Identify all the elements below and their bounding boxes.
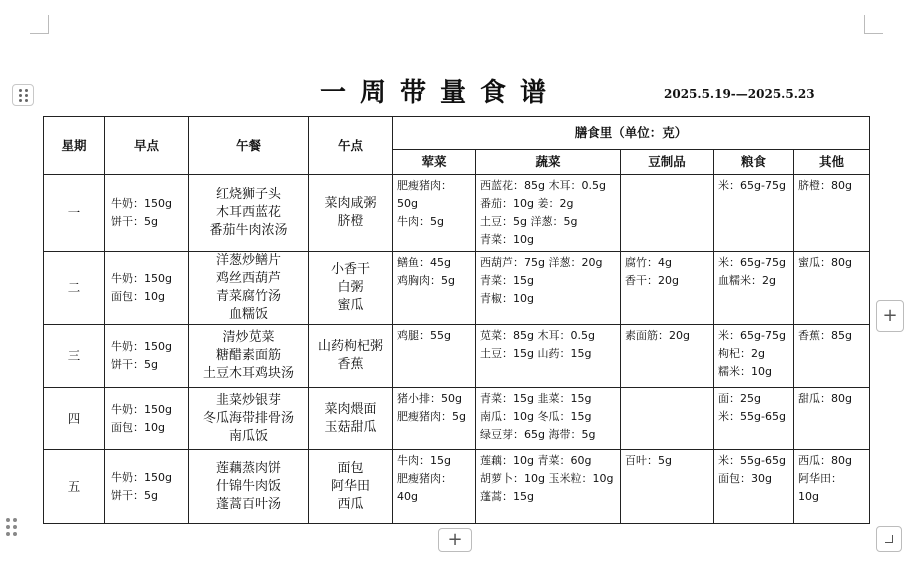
page-corner-mark-top-right xyxy=(864,15,883,34)
cell-line: 莲藕：10g 青菜：60g xyxy=(480,454,592,467)
weekday-cell[interactable]: 二 xyxy=(44,252,105,325)
cell-line: 面包：10g xyxy=(111,290,165,303)
cell-line: 菜肉煨面 xyxy=(324,401,377,417)
weekday-cell[interactable]: 五 xyxy=(44,450,105,524)
header-vegetables: 蔬菜 xyxy=(476,150,621,175)
cell-line: 香干：20g xyxy=(625,274,679,287)
meat-cell[interactable] xyxy=(393,252,476,325)
drag-handle-icon[interactable] xyxy=(6,518,17,536)
cell-line: 莲藕蒸肉饼 xyxy=(215,460,281,476)
cell-line: 玉菇甜瓜 xyxy=(324,419,377,435)
cell-line: 面包 xyxy=(337,460,364,476)
lunch-cell[interactable] xyxy=(189,388,309,450)
cell-line: 白粥 xyxy=(337,280,364,295)
cell-line: 青菜：15g 韭菜：15g xyxy=(480,392,592,405)
cell-line: 西瓜：80g xyxy=(798,454,852,467)
header-other: 其他 xyxy=(794,150,870,175)
other-cell[interactable] xyxy=(794,325,870,388)
menu-table-body xyxy=(44,175,870,524)
table-row xyxy=(44,175,870,252)
page-corner-mark-top-left xyxy=(30,15,49,34)
cell-line: 蓬蒿百叶汤 xyxy=(215,496,281,512)
lunch-cell[interactable] xyxy=(189,252,309,325)
cell-line: 肥瘦猪肉：5g xyxy=(397,410,466,423)
cell-line: 米：65g-75g xyxy=(718,329,786,342)
soy-cell[interactable] xyxy=(621,388,714,450)
soy-cell[interactable] xyxy=(621,252,714,325)
snack-cell[interactable] xyxy=(309,450,393,524)
cell-line: 牛奶：150g xyxy=(111,402,172,416)
cell-line: 阿华田 xyxy=(330,478,370,494)
cell-line: 米：65g-75g xyxy=(718,179,786,192)
table-row xyxy=(44,252,870,325)
cell-line: 米：55g-65g xyxy=(718,454,786,467)
cell-line: 阿华田： xyxy=(798,472,842,485)
cell-line: 蜜瓜 xyxy=(337,298,364,313)
cell-line: 鸡丝西葫芦 xyxy=(215,271,281,286)
header-soy-products: 豆制品 xyxy=(621,150,714,175)
table-row xyxy=(44,388,870,450)
vegetables-cell[interactable] xyxy=(476,388,621,450)
weekday-cell[interactable]: 一 xyxy=(44,175,105,252)
header-dietary-amount: 膳食里（单位：克） xyxy=(393,117,870,150)
header-breakfast: 早点 xyxy=(105,117,189,175)
cell-line: 糯米：10g xyxy=(718,365,772,378)
lunch-cell[interactable] xyxy=(189,175,309,252)
soy-cell[interactable] xyxy=(621,175,714,252)
cell-line: 肥瘦猪肉： xyxy=(397,179,452,192)
cell-line: 牛肉：5g xyxy=(397,215,444,228)
cell-line: 西蓝花：85g 木耳：0.5g xyxy=(480,179,606,192)
other-cell[interactable] xyxy=(794,252,870,325)
weekday-cell[interactable]: 四 xyxy=(44,388,105,450)
cell-line: 百叶：5g xyxy=(625,454,672,467)
cell-line: 面包：10g xyxy=(111,420,165,434)
table-handle-button[interactable] xyxy=(12,84,34,106)
vegetables-cell[interactable] xyxy=(476,450,621,524)
breakfast-cell[interactable] xyxy=(105,388,189,450)
cell-line: 牛奶：150g xyxy=(111,340,172,353)
cell-line: 米：55g-65g xyxy=(718,410,786,423)
cell-line: 米：65g-75g xyxy=(718,256,786,269)
header-weekday: 星期 xyxy=(44,117,105,175)
cell-line: 南瓜饭 xyxy=(228,428,268,444)
resize-corner-icon xyxy=(885,535,893,543)
cell-line: 什锦牛肉饭 xyxy=(215,478,281,494)
cell-line: 木耳西蓝花 xyxy=(215,205,281,220)
snack-cell[interactable] xyxy=(309,175,393,252)
cell-line: 50g xyxy=(397,197,418,210)
cell-line: 土豆木耳鸡块汤 xyxy=(202,366,294,381)
plus-icon: + xyxy=(882,305,898,326)
header-meat: 荤菜 xyxy=(393,150,476,175)
lunch-cell[interactable] xyxy=(189,450,309,524)
soy-cell[interactable] xyxy=(621,450,714,524)
soy-cell[interactable] xyxy=(621,325,714,388)
vegetables-cell[interactable] xyxy=(476,325,621,388)
cell-line: 青菜腐竹汤 xyxy=(215,289,281,304)
cell-line: 韭菜炒银芽 xyxy=(215,392,281,408)
cell-line: 蓬蒿：15g xyxy=(480,490,534,503)
cell-line: 洋葱炒鳝片 xyxy=(215,253,281,268)
cell-line: 饼干：5g xyxy=(111,488,158,502)
cell-line: 脐橙 xyxy=(337,214,364,229)
breakfast-cell[interactable] xyxy=(105,325,189,388)
vegetables-cell[interactable] xyxy=(476,252,621,325)
cell-line: 土豆：15g 山药：15g xyxy=(480,347,592,360)
cell-line: 面包：30g xyxy=(718,472,772,485)
cell-line: 鸡腿：55g xyxy=(397,329,451,342)
cell-line: 猪小排：50g xyxy=(397,392,462,405)
snack-cell[interactable] xyxy=(309,388,393,450)
cell-line: 肥瘦猪肉： xyxy=(397,472,452,485)
plus-icon: + xyxy=(447,529,463,550)
table-resize-button[interactable] xyxy=(876,526,902,552)
cell-line: 香蕉：85g xyxy=(798,329,852,342)
cell-line: 糖醋素面筋 xyxy=(215,348,281,363)
cell-line: 鳝鱼：45g xyxy=(397,256,451,269)
cell-line: 绿豆芽：65g 海带：5g xyxy=(480,428,596,441)
grain-cell[interactable] xyxy=(714,388,794,450)
cell-line: 青菜：10g xyxy=(480,233,534,246)
cell-line: 清炒苋菜 xyxy=(222,330,275,345)
cell-line: 苋菜：85g 木耳：0.5g xyxy=(480,329,595,342)
table-row xyxy=(44,325,870,388)
cell-line: 西瓜 xyxy=(337,496,364,512)
breakfast-cell[interactable] xyxy=(105,450,189,524)
snack-cell[interactable] xyxy=(309,252,393,325)
cell-line: 香蕉 xyxy=(337,357,364,372)
breakfast-cell[interactable] xyxy=(105,252,189,325)
cell-line: 牛奶：150g xyxy=(111,197,172,210)
meat-cell[interactable] xyxy=(393,450,476,524)
table-row xyxy=(44,450,870,524)
grip-dots-icon xyxy=(19,89,28,102)
add-row-button[interactable] xyxy=(438,528,472,552)
cell-line: 牛奶：150g xyxy=(111,470,172,484)
grain-cell[interactable] xyxy=(714,325,794,388)
cell-line: 土豆：5g 洋葱：5g xyxy=(480,215,578,228)
grain-cell[interactable] xyxy=(714,175,794,252)
cell-line: 冬瓜海带排骨汤 xyxy=(202,410,294,426)
grain-cell[interactable] xyxy=(714,450,794,524)
other-cell[interactable] xyxy=(794,175,870,252)
cell-line: 青椒：10g xyxy=(480,292,534,305)
breakfast-cell[interactable] xyxy=(105,175,189,252)
cell-line: 甜瓜：80g xyxy=(798,392,852,405)
date-range: 2025.5.19-—2025.5.23 xyxy=(664,87,815,101)
menu-table xyxy=(43,116,870,524)
cell-line: 10g xyxy=(798,490,819,503)
cell-line: 血糯饭 xyxy=(228,307,268,322)
lunch-cell[interactable] xyxy=(189,325,309,388)
cell-line: 枸杞：2g xyxy=(718,347,765,360)
cell-line: 青菜：15g xyxy=(480,274,534,287)
header-snack: 午点 xyxy=(309,117,393,175)
vegetables-cell[interactable] xyxy=(476,175,621,252)
cell-line: 脐橙：80g xyxy=(798,179,852,192)
add-column-button[interactable] xyxy=(876,300,904,332)
grain-cell[interactable] xyxy=(714,252,794,325)
cell-line: 鸡胸肉：5g xyxy=(397,274,455,287)
cell-line: 山药枸杞粥 xyxy=(317,339,383,354)
cell-line: 菜肉咸粥 xyxy=(324,196,377,211)
cell-line: 蜜瓜：80g xyxy=(798,256,852,269)
cell-line: 面：25g xyxy=(718,392,761,405)
snack-cell[interactable] xyxy=(309,325,393,388)
meat-cell[interactable] xyxy=(393,388,476,450)
meat-cell[interactable] xyxy=(393,325,476,388)
cell-line: 饼干：5g xyxy=(111,358,158,371)
cell-line: 西葫芦：75g 洋葱：20g xyxy=(480,256,603,269)
cell-line: 饼干：5g xyxy=(111,215,158,228)
header-lunch: 午餐 xyxy=(189,117,309,175)
weekday-cell[interactable]: 三 xyxy=(44,325,105,388)
cell-line: 胡萝卜：10g 玉米粒：10g xyxy=(480,472,614,485)
header-grain: 粮食 xyxy=(714,150,794,175)
other-cell[interactable] xyxy=(794,388,870,450)
other-cell[interactable] xyxy=(794,450,870,524)
cell-line: 牛奶：150g xyxy=(111,272,172,285)
document-title: 一周带量食谱 xyxy=(319,78,560,108)
meat-cell[interactable] xyxy=(393,175,476,252)
cell-line: 血糯米：2g xyxy=(718,274,776,287)
cell-line: 牛肉：15g xyxy=(397,454,451,467)
cell-line: 腐竹：4g xyxy=(625,256,672,269)
cell-line: 素面筋：20g xyxy=(625,329,690,342)
cell-line: 番茄牛肉浓汤 xyxy=(209,223,288,238)
cell-line: 番茄：10g 姜：2g xyxy=(480,197,574,210)
cell-line: 南瓜：10g 冬瓜：15g xyxy=(480,410,592,423)
cell-line: 小香干 xyxy=(330,262,370,277)
cell-line: 40g xyxy=(397,490,418,503)
cell-line: 红烧狮子头 xyxy=(215,187,281,202)
